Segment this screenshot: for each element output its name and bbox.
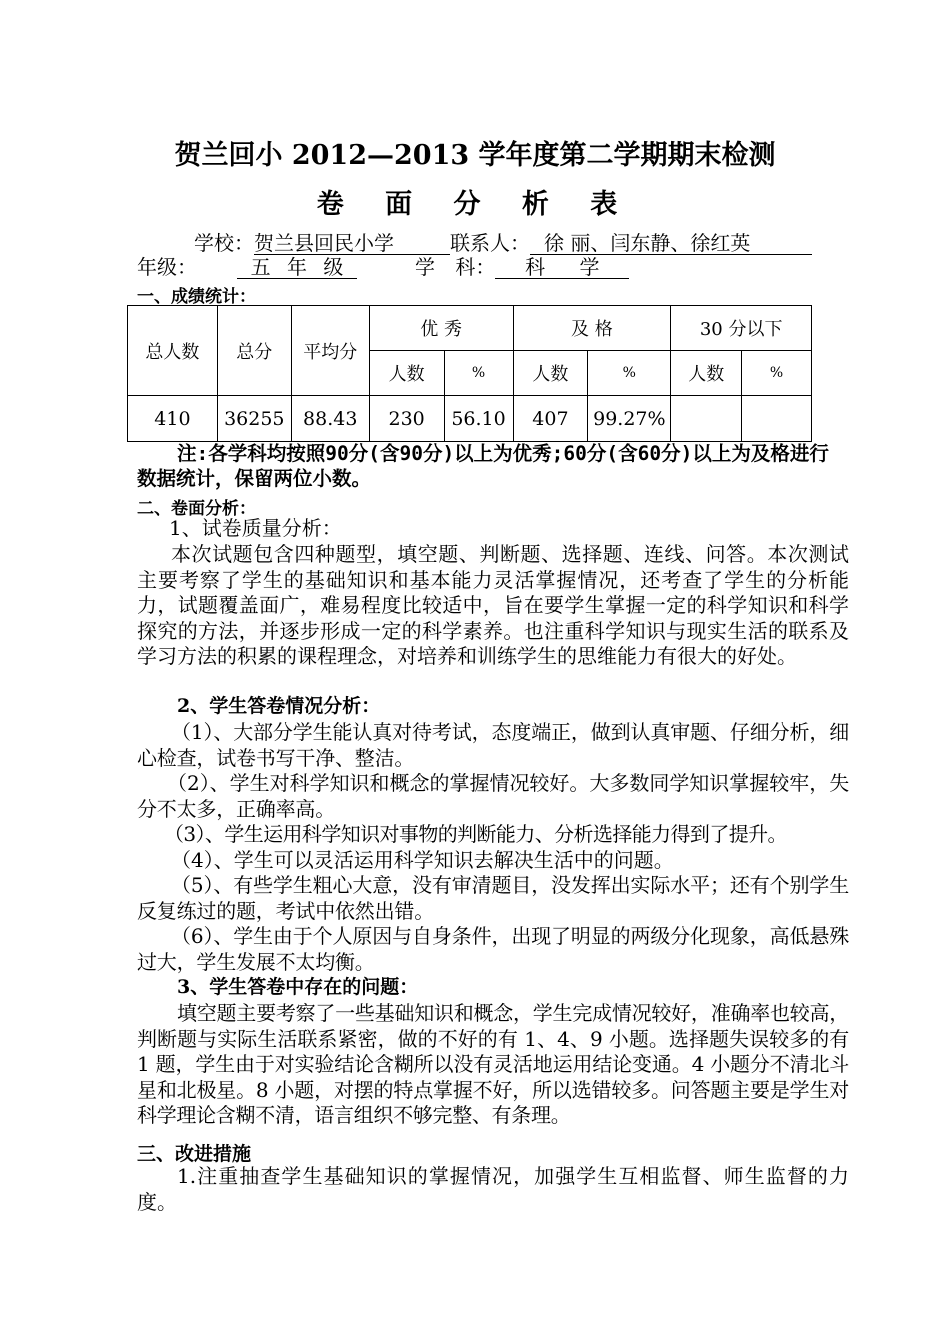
document-title: 贺兰回小 2012—2013 学年度第二学期期末检测 (174, 140, 776, 171)
header-excellent: 优 秀 (369, 306, 513, 351)
quality-analysis-text: 本次试题包含四种题型，填空题、判断题、选择题、连线、问答。本次测试主要考察了学生的基础知识和基本能力灵活掌握情况，还考查了学生的分析能力，试题覆盖面广，难易程度比较适中，旨在要学生掌握一定的科学知识和科学探究的方法，并逐步形成一定的科学素养。也注重科学知识与现实生活的联系及学习方法的积累的课程理念，对培养和训练学生的思维能力有很大的好处。 (137, 542, 849, 668)
grade-label: 年级： (137, 255, 197, 279)
cell-total-score: 36255 (217, 396, 291, 442)
header-excellent-count: 人数 (369, 351, 444, 396)
header-excellent-percent: % (444, 351, 513, 396)
grade-value: 五 年 级 (237, 256, 357, 279)
header-total-students: 总人数 (128, 306, 218, 396)
cell-average: 88.43 (291, 396, 369, 442)
answer-item-4: （4）、学生可以灵活运用科学知识去解决生活中的问题。 (171, 848, 674, 872)
cell-below30-count (671, 396, 742, 442)
table-header-row (128, 306, 812, 351)
info-grade-line (137, 251, 629, 280)
header-below30-percent: % (742, 351, 812, 396)
document-subtitle: 卷 面 分 析 表 (316, 189, 634, 220)
school-value: 贺兰县回民小学 (254, 232, 450, 255)
header-average: 平均分 (291, 306, 369, 396)
answer-item-1: （1）、大部分学生能认真对待考试，态度端正，做到认真审题、仔细分析，细心检查，试卷书写干净、整洁。 (137, 720, 849, 770)
cell-excellent-percent: 56.10 (444, 396, 513, 442)
contact-label: 联系人： (450, 231, 530, 255)
answer-item-3: （3）、学生运用科学知识对事物的判断能力、分析选择能力得到了提升。 (164, 822, 787, 846)
header-pass-count: 人数 (513, 351, 588, 396)
cell-total-students: 410 (128, 396, 218, 442)
cell-pass-count: 407 (513, 396, 588, 442)
problems-heading: 3、学生答卷中存在的问题： (177, 976, 419, 998)
cell-pass-percent: 99.27% (588, 396, 671, 442)
section-1-heading: 一、成绩统计： (137, 287, 256, 307)
improvement-item-1: 1.注重抽查学生基础知识的掌握情况，加强学生互相监督、师生监督的力度。 (137, 1164, 849, 1214)
score-statistics-table (127, 305, 812, 442)
answer-item-6: （6）、学生由于个人原因与自身条件，出现了明显的两级分化现象，高低悬殊过大，学生发展不太均衡。 (137, 924, 849, 974)
table-row (128, 396, 812, 442)
contact-value: 徐 丽、闫东静、徐红英 (530, 232, 812, 255)
section-3-heading: 三、改进措施 (137, 1143, 252, 1165)
header-pass: 及 格 (513, 306, 671, 351)
section-2-heading: 二、卷面分析： (137, 499, 256, 519)
header-below30: 30 分以下 (671, 306, 812, 351)
answer-item-2: （2）、学生对科学知识和概念的掌握情况较好。大多数同学知识掌握较牢，失分不太多，正确率高。 (137, 771, 849, 821)
header-below30-count: 人数 (671, 351, 742, 396)
subject-label: 学 科： (415, 255, 496, 279)
answer-analysis-heading: 2、学生答卷情况分析： (177, 695, 381, 717)
school-label: 学校： (194, 231, 254, 255)
quality-analysis-heading: 1、试卷质量分析： (169, 516, 342, 540)
problems-text: 填空题主要考察了一些基础知识和概念，学生完成情况较好，准确率也较高，判断题与实际生活联系紧密，做的不好的有 1、4、9 小题。选择题失误较多的有 1 题，学生由于对实验结论含糊所以没有灵活地运用结论变通。4 小题分不清北斗星和北极星。8 小题，对摆的特点掌握不好，所以选错较多。问答题主要是学生对科学理论含糊不清，语言组织不够完整、有条理。 (137, 1001, 849, 1127)
cell-excellent-count: 230 (369, 396, 444, 442)
header-total-score: 总分 (217, 306, 291, 396)
subject-value: 科 学 (495, 256, 629, 279)
statistics-note: 注:各学科均按照90分(含90分)以上为优秀;60分(含60分)以上为及格进行数据统计，保留两位小数。 (137, 442, 829, 490)
cell-below30-percent (742, 396, 812, 442)
answer-item-5: （5）、有些学生粗心大意，没有审清题目，没发挥出实际水平；还有个别学生反复练过的题，考试中依然出错。 (137, 873, 849, 923)
header-pass-percent: % (588, 351, 671, 396)
